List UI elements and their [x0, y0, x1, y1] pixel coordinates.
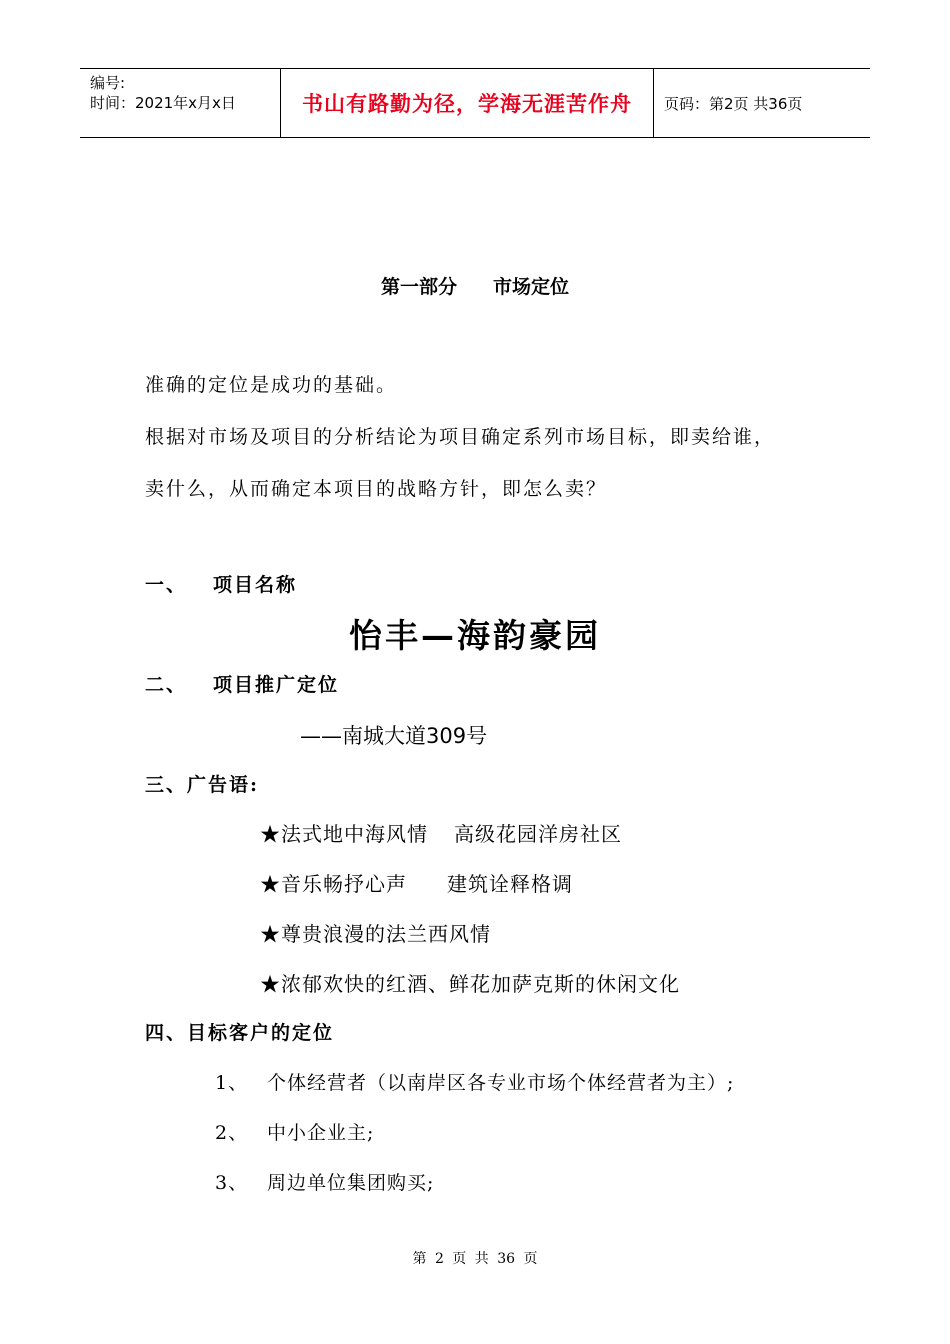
section-1-title: 项目名称: [213, 574, 298, 596]
slogan-2: ★音乐畅抒心声 建筑诠释格调: [260, 872, 573, 896]
section-2-heading: [145, 670, 339, 697]
slogan-3: ★尊贵浪漫的法兰西风情: [260, 922, 491, 946]
client-item-3: 3、 周边单位集团购买;: [215, 1172, 435, 1194]
part-label: 第一部分: [380, 276, 457, 298]
page-header: [80, 68, 870, 138]
section-3-heading: 三、广告语:: [145, 774, 260, 796]
section-4-heading: 四、目标客户的定位: [145, 1022, 335, 1044]
doc-number-label: 编号:: [90, 74, 126, 92]
header-motto: 书山有路勤为径，学海无涯苦作舟: [281, 69, 654, 137]
section-2-number: 二、: [145, 674, 188, 696]
section-2-title: 项目推广定位: [213, 674, 340, 696]
header-page-info: 页码：第2页 共36页: [664, 94, 803, 113]
project-address: ——南城大道309号: [300, 724, 488, 748]
doc-time-label: 时间：2021年x月x日: [90, 94, 236, 112]
client-item-2: 2、 中小企业主;: [215, 1122, 375, 1144]
project-name: 怡丰—海韵豪园: [349, 616, 601, 655]
intro-line-3: 卖什么，从而确定本项目的战略方针，即怎么卖？: [145, 478, 608, 500]
intro-line-2: 根据对市场及项目的分析结论为项目确定系列市场目标，即卖给谁，: [145, 426, 776, 448]
section-1-heading: [145, 570, 297, 597]
section-1-number: 一、: [145, 574, 188, 596]
intro-line-1: 准确的定位是成功的基础。: [145, 374, 398, 396]
part-title: [0, 272, 950, 299]
client-item-1: 1、 个体经营者（以南岸区各专业市场个体经营者为主）;: [215, 1072, 735, 1094]
header-meta: [80, 69, 281, 137]
slogan-4: ★浓郁欢快的红酒、鲜花加萨克斯的休闲文化: [260, 972, 680, 996]
slogan-1: ★法式地中海风情 高级花园洋房社区: [260, 822, 622, 846]
part-name: 市场定位: [493, 276, 570, 298]
page-footer: 第 2 页 共 36 页: [412, 1251, 538, 1267]
